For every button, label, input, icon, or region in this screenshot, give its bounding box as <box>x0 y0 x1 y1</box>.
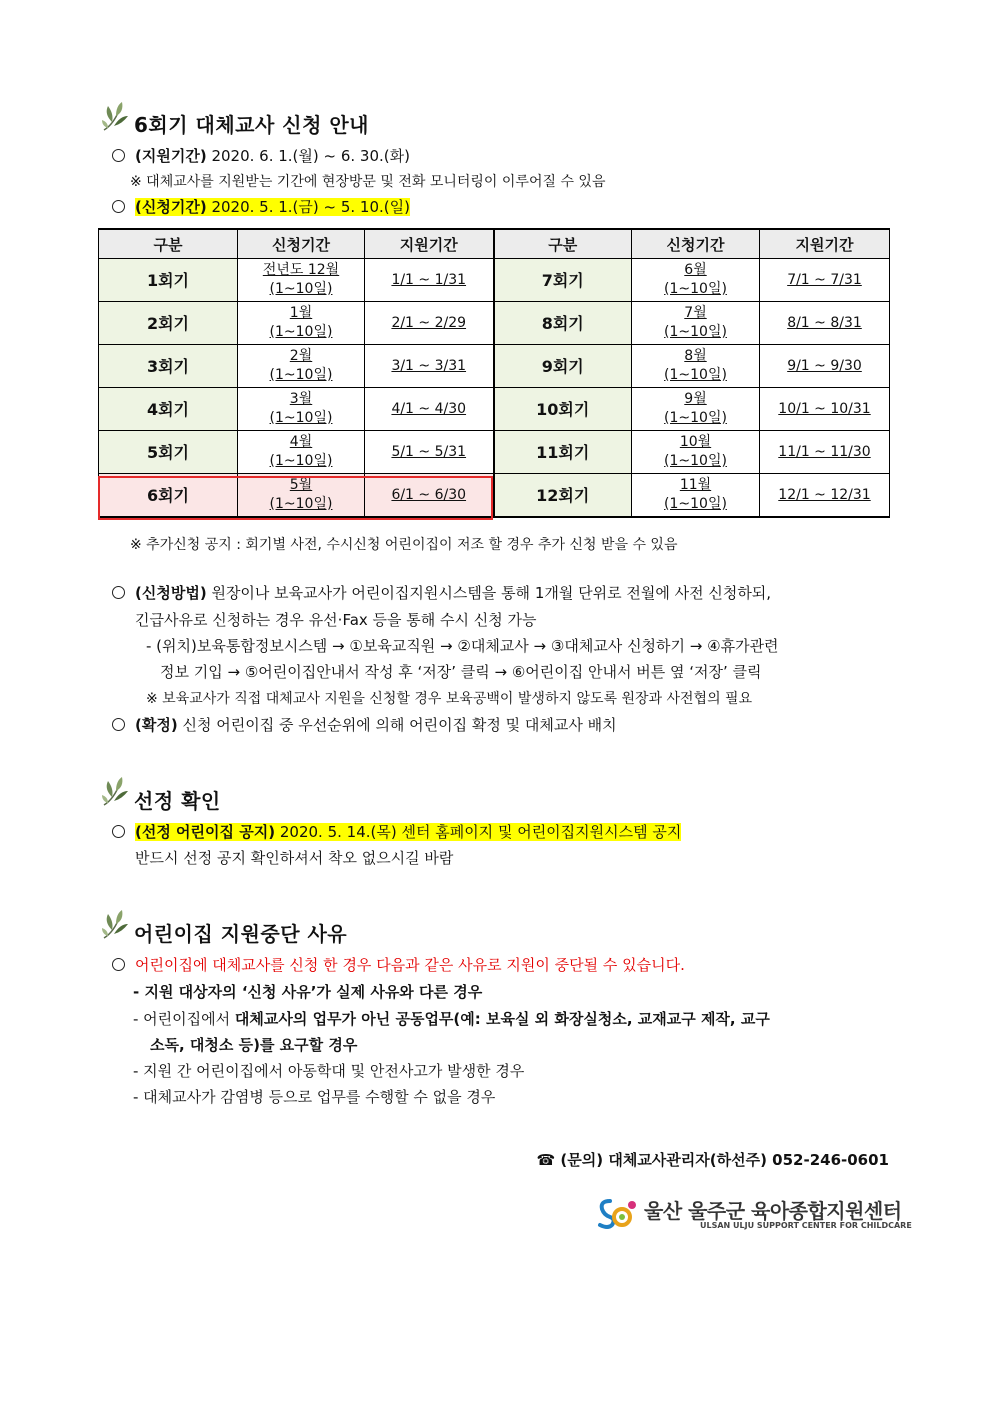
stop-item: - 대체교사가 감염병 등으로 업무를 수행할 수 없을 경우 <box>133 1088 496 1106</box>
confirm-label: (확정) <box>135 716 178 734</box>
support-cell: 9/1 ~ 9/30 <box>760 345 890 388</box>
apply-cell: 4월 (1~10일) <box>238 431 365 474</box>
support-cell: 1/1 ~ 1/31 <box>365 259 494 302</box>
apply-cell: 3월 (1~10일) <box>238 388 365 431</box>
round-cell: 4회기 <box>99 388 238 431</box>
confirm-line <box>112 715 617 735</box>
table-row <box>99 474 890 518</box>
stop-item-prefix: - 어린이집에서 <box>133 1010 235 1028</box>
method-path-1: - (위치)보육통합정보시스템 → ①보육교직원 → ②대체교사 → ③대체교사 신청하기 → ④휴가관련 <box>146 637 779 655</box>
round-cell: 10회기 <box>494 388 632 431</box>
support-period-value: 2020. 6. 1.(월) ~ 6. 30.(화) <box>211 147 410 165</box>
apply-cell: 6월 (1~10일) <box>632 259 760 302</box>
notice-label: (선정 어린이집 공지) <box>135 823 276 841</box>
apply-period-label: (신청기간) <box>135 198 207 216</box>
support-cell: 11/1 ~ 11/30 <box>760 431 890 474</box>
center-logo-name: 울산 울주군 육아종합지원센터 <box>644 1199 902 1223</box>
apply-cell: 11월 (1~10일) <box>632 474 760 518</box>
round-cell: 11회기 <box>494 431 632 474</box>
notice-value: 2020. 5. 14.(목) 센터 홈페이지 및 어린이집지원시스템 공지 <box>279 823 682 841</box>
bullet-circle-icon <box>112 200 125 213</box>
leaf-icon <box>100 100 134 134</box>
apply-cell: 2월 (1~10일) <box>238 345 365 388</box>
section-title: 6회기 대체교사 신청 안내 <box>134 113 370 137</box>
stop-item-bold: 대체교사의 업무가 아닌 공동업무(예: 보육실 외 화장실청소, 교재교구 제작, 교구 <box>234 1010 770 1028</box>
table-header-row <box>99 229 890 259</box>
col-header: 구분 <box>99 229 238 259</box>
bullet-circle-icon <box>112 958 125 971</box>
round-cell: 5회기 <box>99 431 238 474</box>
method-note: ※ 보육교사가 직접 대체교사 지원을 신청할 경우 보육공백이 발생하지 않도록 원장과 사전협의 필요 <box>146 691 753 707</box>
round-cell: 12회기 <box>494 474 632 518</box>
leaf-icon <box>100 908 134 942</box>
apply-cell: 7월 (1~10일) <box>632 302 760 345</box>
support-cell: 5/1 ~ 5/31 <box>365 431 494 474</box>
table-row <box>99 259 890 302</box>
center-logo-name-en: ULSAN ULJU SUPPORT CENTER FOR CHILDCARE <box>700 1221 912 1230</box>
section-title: 어린이집 지원중단 사유 <box>134 922 348 946</box>
apply-period-value: 2020. 5. 1.(금) ~ 5. 10.(일) <box>211 198 410 216</box>
support-period-line <box>112 146 410 166</box>
notice-line <box>112 822 681 842</box>
support-cell: 10/1 ~ 10/31 <box>760 388 890 431</box>
support-cell: 7/1 ~ 7/31 <box>760 259 890 302</box>
stop-intro-line <box>112 955 685 975</box>
stop-item-cont: 소독, 대청소 등)를 요구할 경우 <box>150 1036 358 1054</box>
method-text: 원장이나 보육교사가 어린이집지원시스템을 통해 1개월 단위로 전월에 사전 신청하되, <box>211 584 772 602</box>
section-title: 선정 확인 <box>134 789 221 813</box>
stop-intro: 어린이집에 대체교사를 신청 한 경우 다음과 같은 사유로 지원이 중단될 수 있습니다. <box>135 956 685 974</box>
bullet-circle-icon <box>112 718 125 731</box>
apply-cell: 전년도 12월 (1~10일) <box>238 259 365 302</box>
method-label: (신청방법) <box>135 584 207 602</box>
center-logo <box>596 1195 912 1235</box>
table-row <box>99 302 890 345</box>
bullet-circle-icon <box>112 586 125 599</box>
table-row <box>99 431 890 474</box>
round-cell: 1회기 <box>99 259 238 302</box>
stop-item: - 지원 대상자의 ‘신청 사유’가 실제 사유와 다른 경우 <box>133 983 483 1001</box>
bullet-circle-icon <box>112 149 125 162</box>
col-header: 지원기간 <box>760 229 890 259</box>
round-cell: 6회기 <box>99 474 238 518</box>
support-period-label: (지원기간) <box>135 147 207 165</box>
stop-item <box>133 1009 770 1029</box>
notice-note: 반드시 선정 공지 확인하셔서 착오 없으시길 바람 <box>135 849 454 867</box>
schedule-table <box>98 228 890 518</box>
col-header: 지원기간 <box>365 229 494 259</box>
apply-cell: 1월 (1~10일) <box>238 302 365 345</box>
apply-cell: 8월 (1~10일) <box>632 345 760 388</box>
table-row <box>99 345 890 388</box>
support-cell: 6/1 ~ 6/30 <box>365 474 494 518</box>
method-path-2: 정보 기입 → ⑤어린이집안내서 작성 후 ‘저장’ 클릭 → ⑥어린이집 안내서 버튼 옆 ‘저장’ 클릭 <box>160 663 762 681</box>
center-logo-icon <box>596 1195 638 1233</box>
method-line <box>112 583 771 603</box>
round-cell: 7회기 <box>494 259 632 302</box>
round-cell: 2회기 <box>99 302 238 345</box>
table-row <box>99 388 890 431</box>
leaf-icon <box>100 775 134 809</box>
support-note: ※ 대체교사를 지원받는 기간에 현장방문 및 전화 모니터링이 이루어질 수 있음 <box>130 174 606 190</box>
apply-cell: 10월 (1~10일) <box>632 431 760 474</box>
round-cell: 9회기 <box>494 345 632 388</box>
support-cell: 12/1 ~ 12/31 <box>760 474 890 518</box>
col-header: 신청기간 <box>238 229 365 259</box>
col-header: 신청기간 <box>632 229 760 259</box>
method-text-2: 긴급사유로 신청하는 경우 유선·Fax 등을 통해 수시 신청 가능 <box>135 611 537 629</box>
confirm-text: 신청 어린이집 중 우선순위에 의해 어린이집 확정 및 대체교사 배치 <box>182 716 617 734</box>
col-header: 구분 <box>494 229 632 259</box>
support-cell: 3/1 ~ 3/31 <box>365 345 494 388</box>
support-cell: 8/1 ~ 8/31 <box>760 302 890 345</box>
round-cell: 3회기 <box>99 345 238 388</box>
support-cell: 2/1 ~ 2/29 <box>365 302 494 345</box>
apply-period-line <box>112 197 410 217</box>
apply-cell: 5월 (1~10일) <box>238 474 365 518</box>
bullet-circle-icon <box>112 825 125 838</box>
contact-info: ☎ (문의) 대체교사관리자(하선주) 052-246-0601 <box>536 1151 889 1169</box>
stop-item: - 지원 간 어린이집에서 아동학대 및 안전사고가 발생한 경우 <box>133 1062 525 1080</box>
support-cell: 4/1 ~ 4/30 <box>365 388 494 431</box>
round-cell: 8회기 <box>494 302 632 345</box>
apply-cell: 9월 (1~10일) <box>632 388 760 431</box>
table-note: ※ 추가신청 공지 : 회기별 사전, 수시신청 어린이집이 저조 할 경우 추가 신청 받을 수 있음 <box>130 537 678 553</box>
